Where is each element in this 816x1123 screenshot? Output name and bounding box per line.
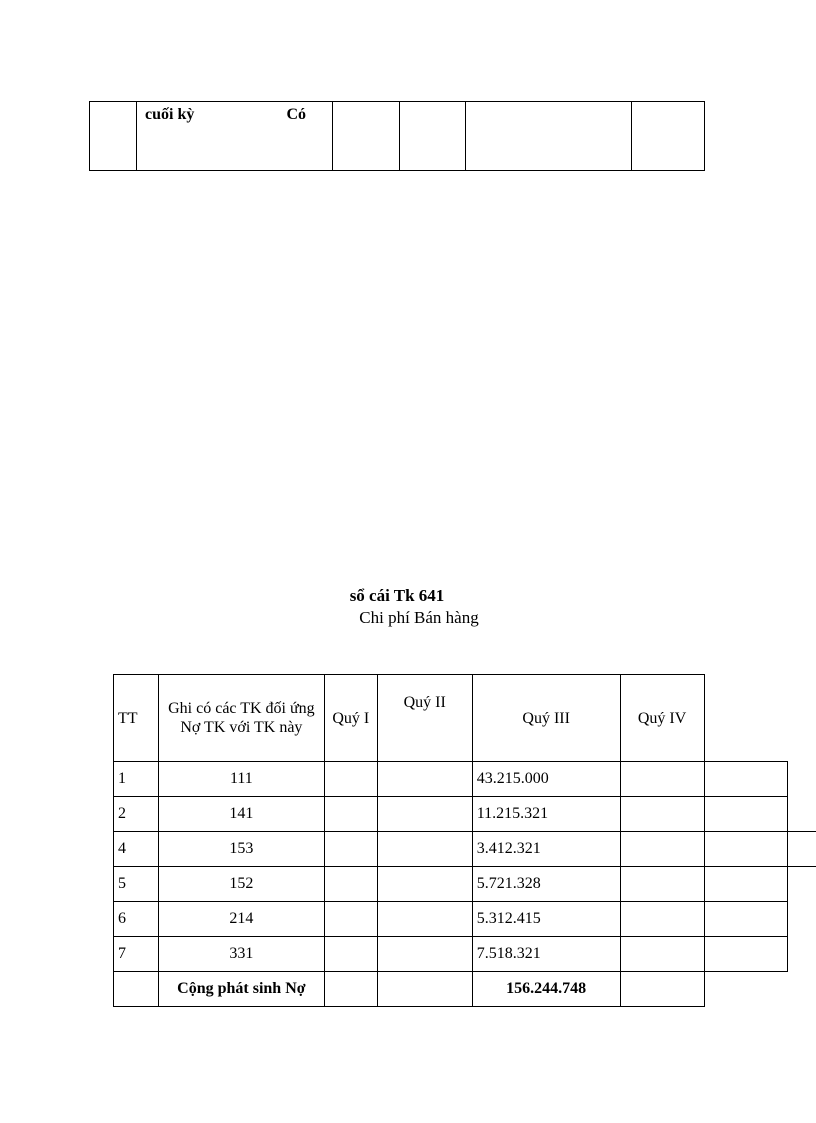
total-label: Cộng phát sinh Nợ <box>158 972 324 1007</box>
cell-q1 <box>324 937 377 972</box>
cell-empty <box>788 972 816 1007</box>
cell-q2 <box>377 867 472 902</box>
top-cell-blank <box>400 102 466 171</box>
total-q3: 156.244.748 <box>472 972 620 1007</box>
cell-account: 331 <box>158 937 324 972</box>
cell-q1 <box>324 902 377 937</box>
header-q3: Quý III <box>472 675 620 762</box>
cell-q4 <box>620 902 704 937</box>
cell-q2 <box>377 797 472 832</box>
top-label-right: Có <box>286 106 306 123</box>
table-row <box>114 832 816 867</box>
cell-extra <box>704 937 788 972</box>
cell-empty <box>788 867 816 902</box>
cell-q2 <box>377 937 472 972</box>
cell-account: 141 <box>158 797 324 832</box>
cell-tt: 5 <box>114 867 159 902</box>
header-account-line1: Ghi có các TK đối ứng <box>168 700 315 717</box>
cell-extra <box>704 902 788 937</box>
table-row <box>114 902 816 937</box>
top-cell-blank <box>90 102 137 171</box>
cell-extra <box>704 797 788 832</box>
cell-q3: 7.518.321 <box>472 937 620 972</box>
cell-empty <box>788 937 816 972</box>
header-q4: Quý IV <box>620 675 704 762</box>
cell-account: 111 <box>158 762 324 797</box>
total-row <box>114 972 816 1007</box>
cell-q1 <box>324 867 377 902</box>
header-empty <box>704 675 788 762</box>
table-row <box>114 937 816 972</box>
cell-q3: 5.312.415 <box>472 902 620 937</box>
cell-q3: 43.215.000 <box>472 762 620 797</box>
cell-extra <box>704 762 788 797</box>
cell-tt: 2 <box>114 797 159 832</box>
header-q2: Quý II <box>377 675 472 762</box>
cell-extra-open <box>788 832 816 867</box>
cell-q2 <box>377 972 472 1007</box>
table-row <box>114 762 816 797</box>
cell-q2 <box>377 902 472 937</box>
cell-account: 152 <box>158 867 324 902</box>
top-table-row <box>90 102 705 171</box>
cell-empty <box>788 797 816 832</box>
cell-q4 <box>620 937 704 972</box>
cell-q2 <box>377 762 472 797</box>
cell-q4 <box>620 972 704 1007</box>
top-cell-label <box>137 102 333 171</box>
cell-q3: 11.215.321 <box>472 797 620 832</box>
cell-q1 <box>324 972 377 1007</box>
cell-extra <box>704 867 788 902</box>
cell-empty <box>788 902 816 937</box>
cell-q4 <box>620 832 704 867</box>
cell-tt: 6 <box>114 902 159 937</box>
table-row <box>114 797 816 832</box>
top-cell-blank <box>466 102 632 171</box>
cell-q3: 5.721.328 <box>472 867 620 902</box>
cell-q2 <box>377 832 472 867</box>
header-account-line2: Nợ TK với TK này <box>180 719 303 736</box>
top-label-left: cuối kỳ <box>145 106 195 123</box>
ledger-subtitle: Chi phí Bán hàng <box>359 608 479 627</box>
header-empty <box>788 675 816 762</box>
cell-q4 <box>620 797 704 832</box>
cell-q4 <box>620 762 704 797</box>
top-table-fragment <box>89 101 705 171</box>
cell-q1 <box>324 797 377 832</box>
header-account <box>158 675 324 762</box>
cell-empty <box>704 972 788 1007</box>
cell-empty <box>788 762 816 797</box>
ledger-table <box>113 674 816 1007</box>
cell-account: 214 <box>158 902 324 937</box>
cell-account: 153 <box>158 832 324 867</box>
table-row <box>114 867 816 902</box>
cell-tt: 7 <box>114 937 159 972</box>
cell-tt: 4 <box>114 832 159 867</box>
top-cell-blank <box>333 102 400 171</box>
cell-q1 <box>324 832 377 867</box>
top-cell-blank <box>632 102 705 171</box>
cell-tt <box>114 972 159 1007</box>
cell-extra <box>704 832 788 867</box>
cell-q1 <box>324 762 377 797</box>
header-q1: Quý I <box>324 675 377 762</box>
ledger-title-block <box>0 585 816 629</box>
cell-q3: 3.412.321 <box>472 832 620 867</box>
ledger-title: sổ cái Tk 641 <box>349 586 445 605</box>
ledger-header-row <box>114 675 816 762</box>
header-tt: TT <box>114 675 159 762</box>
cell-q4 <box>620 867 704 902</box>
cell-tt: 1 <box>114 762 159 797</box>
